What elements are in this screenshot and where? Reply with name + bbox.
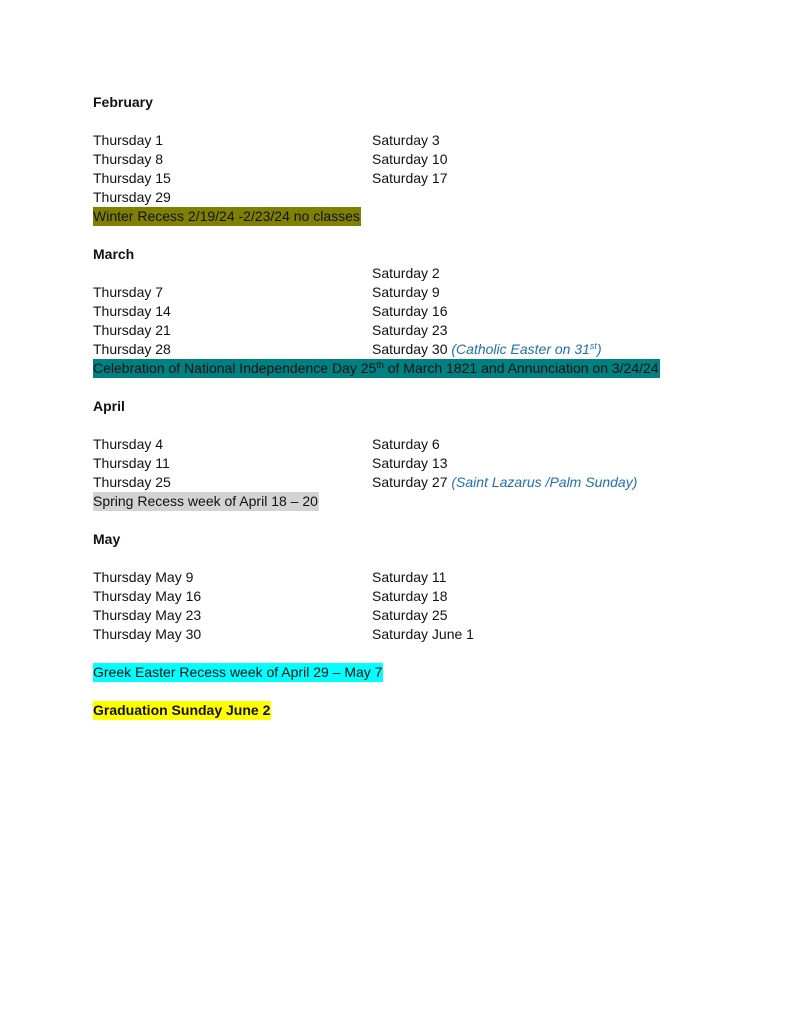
saturday-date: Saturday 18 [372, 588, 448, 604]
schedule-row [93, 321, 713, 340]
schedule-row [93, 625, 713, 644]
saturday-date: Saturday 3 [372, 132, 440, 148]
thursday-date: Thursday 11 [93, 455, 170, 471]
palm-sunday-note: (Saint Lazarus /Palm Sunday) [451, 474, 638, 490]
schedule-row [93, 454, 713, 473]
saturday-date: Saturday 10 [372, 151, 448, 167]
schedule-row [93, 131, 713, 150]
thursday-date: Thursday May 16 [93, 588, 202, 604]
schedule-page [93, 93, 713, 720]
schedule-row [93, 473, 713, 492]
saturday-date: Saturday 13 [372, 455, 448, 471]
thursday-date: Thursday 1 [93, 132, 164, 148]
schedule-row [93, 606, 713, 625]
saturday-date-with-note [372, 473, 637, 492]
schedule-row [93, 283, 713, 302]
saturday-date: Saturday 6 [372, 436, 440, 452]
schedule-row [93, 169, 713, 188]
thursday-date: Thursday 7 [93, 284, 164, 300]
schedule-row [93, 568, 713, 587]
schedule-row [93, 150, 713, 169]
thursday-date: Thursday May 23 [93, 607, 202, 623]
schedule-row [93, 435, 713, 454]
saturday-date: Saturday 9 [372, 284, 440, 300]
thursday-date: Thursday May 9 [93, 569, 194, 585]
thursday-date: Thursday 4 [93, 436, 164, 452]
thursday-date: Thursday 25 [93, 474, 171, 490]
thursday-date: Thursday May 30 [93, 626, 202, 642]
saturday-date: Saturday 27 [372, 474, 448, 490]
thursday-date: Thursday 14 [93, 303, 171, 319]
thursday-date: Thursday 21 [93, 322, 171, 338]
thursday-date: Thursday 8 [93, 151, 164, 167]
saturday-date: Saturday 23 [372, 322, 448, 338]
thursday-date: Thursday 28 [93, 341, 171, 357]
schedule-row [93, 264, 713, 283]
saturday-date: Saturday 17 [372, 170, 448, 186]
independence-day-note: Celebration of National Independence Day 25th of March 1821 and Annunciation on 3/24/24 [93, 360, 659, 376]
graduation-note: Graduation Sunday June 2 [93, 702, 271, 718]
saturday-date: Saturday 16 [372, 303, 448, 319]
saturday-date: Saturday 30 [372, 341, 448, 357]
catholic-easter-note: (Catholic Easter on 31st) [451, 341, 602, 357]
schedule-row [93, 302, 713, 321]
saturday-date: Saturday 2 [372, 265, 440, 281]
month-heading-february: February [93, 94, 153, 110]
month-heading-april: April [93, 398, 125, 414]
spring-recess-note: Spring Recess week of April 18 – 20 [93, 493, 318, 509]
month-heading-march: March [93, 246, 135, 262]
schedule-row [93, 188, 713, 207]
month-heading-may: May [93, 531, 121, 547]
winter-recess-note: Winter Recess 2/19/24 -2/23/24 no classes [93, 208, 360, 224]
greek-easter-recess-note: Greek Easter Recess week of April 29 – May 7 [93, 664, 383, 680]
saturday-date: Saturday 25 [372, 607, 448, 623]
schedule-row [93, 587, 713, 606]
thursday-date: Thursday 15 [93, 170, 171, 186]
saturday-date: Saturday 11 [372, 569, 447, 585]
saturday-date-with-note [372, 340, 602, 359]
schedule-row [93, 340, 713, 359]
thursday-date: Thursday 29 [93, 189, 171, 205]
saturday-date: Saturday June 1 [372, 626, 474, 642]
